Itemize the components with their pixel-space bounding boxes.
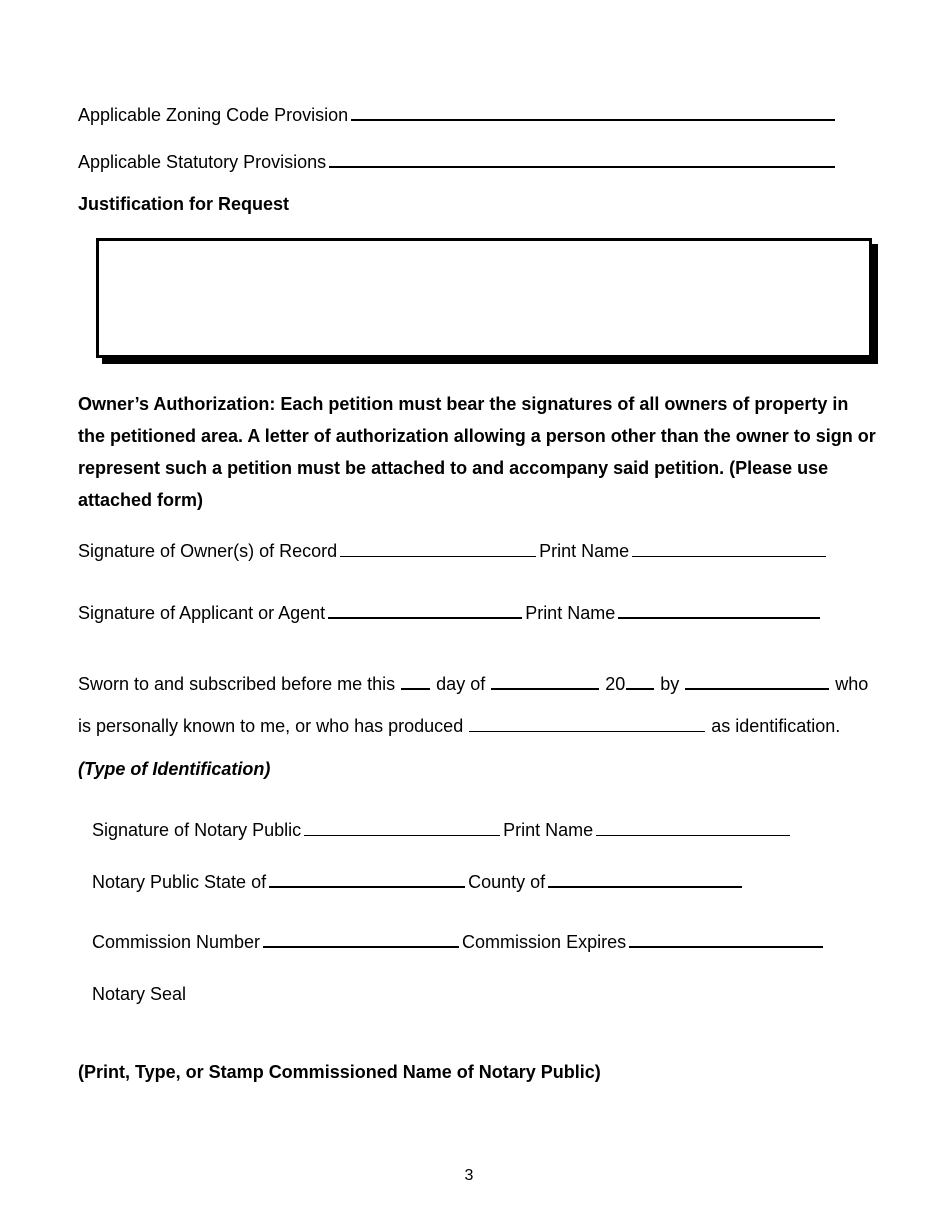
zoning-code-row bbox=[78, 104, 838, 126]
owner-signature-label: Signature of Owner(s) of Record bbox=[78, 541, 338, 561]
sworn-year-prefix: 20 bbox=[605, 674, 626, 694]
justification-textbox[interactable] bbox=[96, 238, 872, 358]
county-field[interactable] bbox=[548, 886, 742, 888]
sworn-person-field[interactable] bbox=[685, 688, 829, 690]
statutory-provisions-row bbox=[78, 151, 838, 173]
sworn-who-text: who bbox=[835, 674, 869, 694]
county-label: County of bbox=[468, 872, 546, 892]
sworn-year-field[interactable] bbox=[626, 688, 654, 690]
identification-line bbox=[78, 715, 840, 737]
owner-print-name-field[interactable] bbox=[632, 556, 826, 557]
applicant-signature-label: Signature of Applicant or Agent bbox=[78, 603, 326, 623]
commission-expires-label: Commission Expires bbox=[462, 932, 627, 952]
commission-number-field[interactable] bbox=[263, 946, 459, 948]
statutory-provisions-label: Applicable Statutory Provisions bbox=[78, 152, 327, 172]
identification-text: is personally known to me, or who has produced bbox=[78, 716, 464, 736]
notary-signature-field[interactable] bbox=[304, 835, 500, 836]
owner-print-name-label: Print Name bbox=[539, 541, 630, 561]
justification-heading: Justification for Request bbox=[78, 194, 290, 214]
applicant-signature-row bbox=[78, 602, 823, 624]
page-number: 3 bbox=[464, 1167, 474, 1184]
commission-number-label: Commission Number bbox=[92, 932, 261, 952]
sworn-line bbox=[78, 673, 868, 695]
applicant-print-name-field[interactable] bbox=[618, 617, 820, 619]
notary-state-label: Notary Public State of bbox=[92, 872, 267, 892]
owner-signature-row bbox=[78, 540, 829, 562]
sworn-by-text: by bbox=[660, 674, 680, 694]
notary-signature-label: Signature of Notary Public bbox=[92, 820, 302, 840]
applicant-signature-field[interactable] bbox=[328, 617, 522, 619]
commissioned-name-label: (Print, Type, or Stamp Commissioned Name of Notary Public) bbox=[78, 1062, 601, 1082]
commission-row bbox=[92, 931, 826, 953]
sworn-day-field[interactable] bbox=[401, 688, 430, 690]
commission-expires-field[interactable] bbox=[629, 946, 823, 948]
zoning-code-field[interactable] bbox=[351, 119, 835, 121]
identification-suffix: as identification. bbox=[711, 716, 841, 736]
notary-print-name-label: Print Name bbox=[503, 820, 594, 840]
notary-signature-row bbox=[92, 819, 793, 841]
statutory-provisions-field[interactable] bbox=[329, 166, 835, 168]
sworn-day-of-text: day of bbox=[436, 674, 486, 694]
notary-seal-label: Notary Seal bbox=[92, 984, 187, 1004]
zoning-code-label: Applicable Zoning Code Provision bbox=[78, 105, 349, 125]
owner-authorization-text: Owner’s Authorization: Each petition must bear the signatures of all owners of property in the petitioned area. A letter of authorization allowing a person other than the owner to sign or represent such a petition must be attached to and accompany said petition. (Please use attached form) bbox=[78, 394, 876, 510]
identification-field[interactable] bbox=[469, 731, 705, 732]
notary-print-name-field[interactable] bbox=[596, 835, 790, 836]
notary-state-row bbox=[92, 871, 745, 893]
notary-state-field[interactable] bbox=[269, 886, 465, 888]
applicant-print-name-label: Print Name bbox=[525, 603, 616, 623]
sworn-text: Sworn to and subscribed before me this bbox=[78, 674, 396, 694]
type-of-identification-label: (Type of Identification) bbox=[78, 759, 271, 779]
sworn-month-field[interactable] bbox=[491, 688, 599, 690]
owner-signature-field[interactable] bbox=[340, 556, 536, 557]
